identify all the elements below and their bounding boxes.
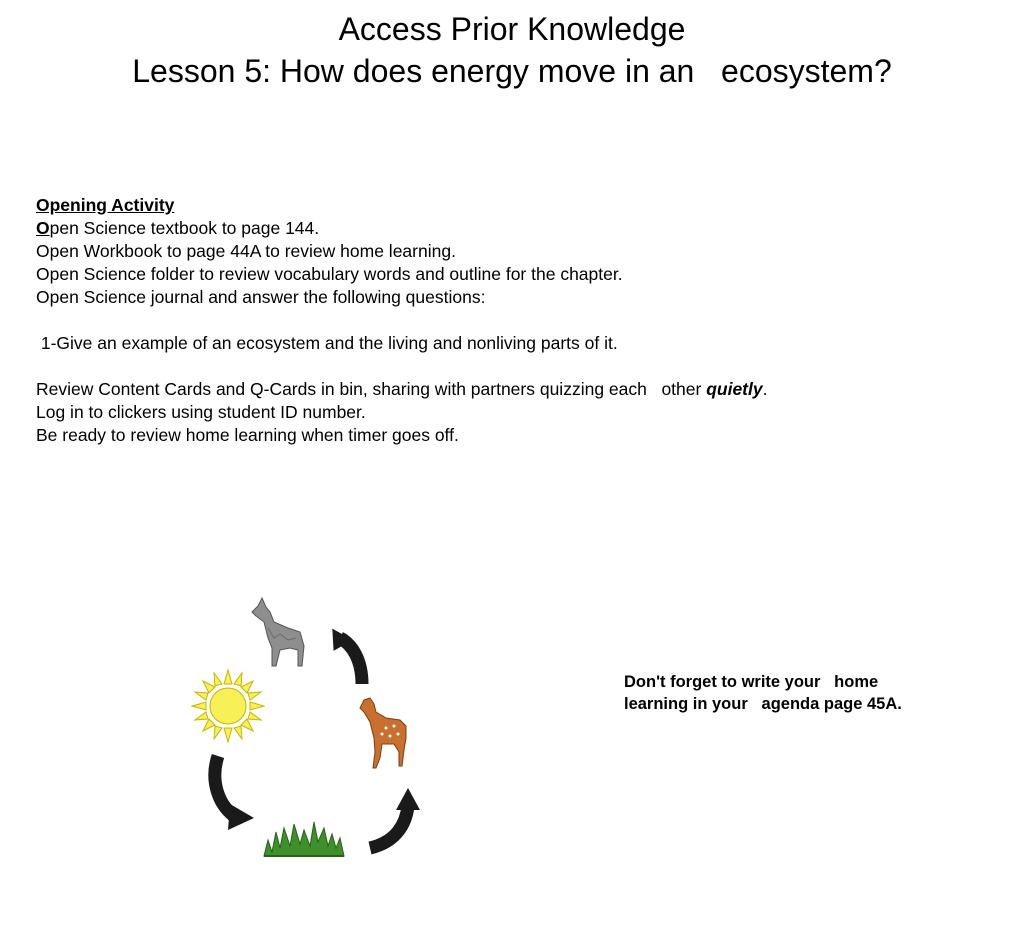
activity-line-initial: O	[36, 218, 50, 238]
energy-cycle-diagram	[190, 596, 430, 860]
page-subtitle: Lesson 5: How does energy move in an ecosystem?	[132, 53, 892, 89]
sun-icon	[192, 670, 264, 742]
grass-icon	[264, 822, 344, 856]
wolf-icon	[252, 598, 304, 666]
activity-line-timer: Be ready to review home learning when timer goes off.	[36, 425, 459, 445]
arrow-icon	[215, 756, 254, 830]
page-title: Access Prior Knowledge	[338, 11, 686, 47]
reminder-line-1: Don't forget to write your home	[624, 673, 879, 691]
reminder-line-2: learning in your agenda page 45A.	[624, 695, 902, 713]
deer-icon	[360, 698, 406, 768]
blank-line	[36, 309, 996, 332]
activity-line-clickers: Log in to clickers using student ID number.	[36, 402, 366, 422]
activity-line-rest: pen Science textbook to page 144.	[49, 218, 320, 238]
activity-heading: Opening Activity	[36, 195, 175, 215]
activity-line-textbook	[36, 217, 996, 240]
blank-line	[36, 355, 996, 378]
activity-section	[36, 194, 996, 447]
activity-line-folder: Open Science folder to review vocabulary words and outline for the chapter.	[36, 264, 623, 284]
review-text: Review Content Cards and Q-Cards in bin, sharing with partners quizzing each other	[36, 379, 707, 399]
arrow-icon	[324, 623, 362, 684]
arrow-icon	[370, 788, 420, 848]
review-emphasis: quietly	[706, 379, 763, 399]
review-end: .	[762, 379, 768, 399]
home-learning-reminder	[624, 671, 1004, 715]
activity-line-journal: Open Science journal and answer the following questions:	[36, 287, 486, 307]
activity-line-workbook: Open Workbook to page 44A to review home learning.	[36, 241, 456, 261]
title-block	[0, 8, 1024, 92]
activity-line-review	[36, 378, 996, 401]
question-1: 1-Give an example of an ecosystem and the living and nonliving parts of it.	[36, 333, 618, 353]
